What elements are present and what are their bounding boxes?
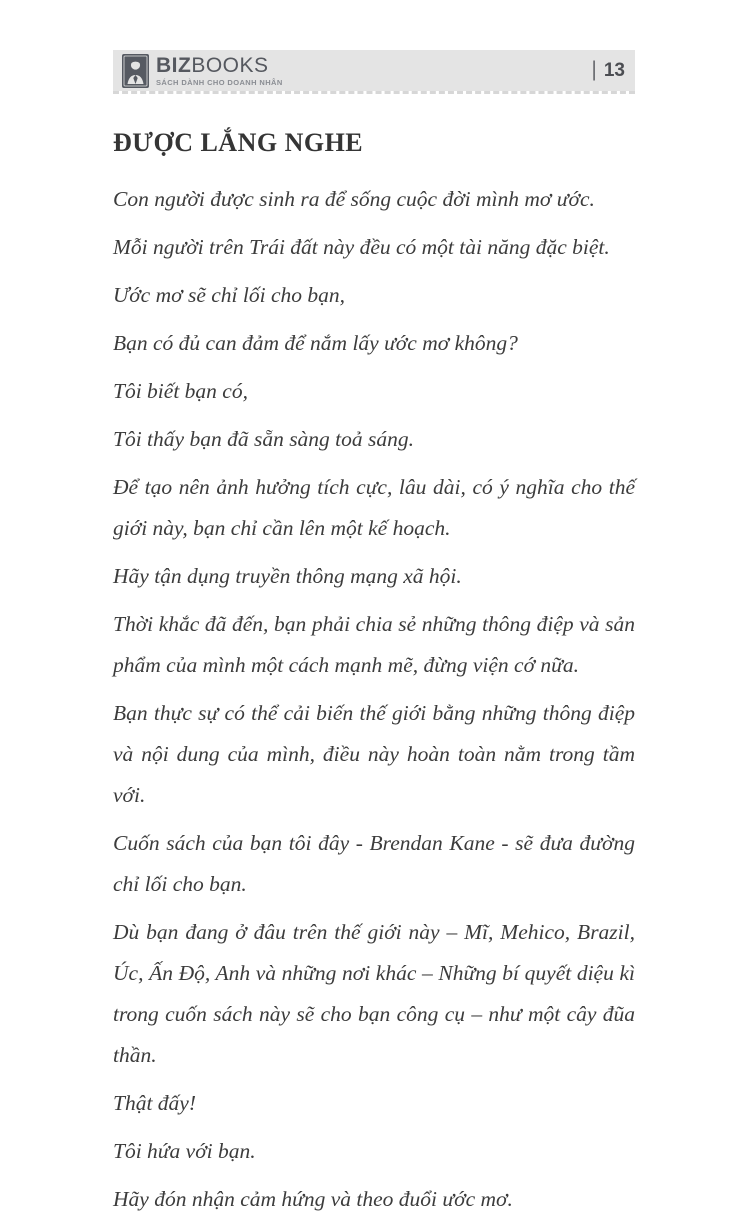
paragraph: Cuốn sách của bạn tôi đây - Brendan Kane - sẽ đưa đường chỉ lối cho bạn. [113,831,635,896]
paragraphs [113,179,635,1220]
page-number-value: 13 [603,59,625,81]
paragraph: Hãy đón nhận cảm hứng và theo đuổi ước mơ. [113,1187,513,1211]
logo-text-block [156,55,283,87]
logo-wordmark-biz: BIZ [156,53,192,77]
page-number-separator: | [591,57,597,81]
logo-wordmark [156,55,283,76]
paragraph: Con người được sinh ra để sống cuộc đời mình mơ ước. [113,187,595,211]
paragraph: Mỗi người trên Trái đất này đều có một tài năng đặc biệt. [113,235,610,259]
paragraph: Thời khắc đã đến, bạn phải chia sẻ những thông điệp và sản phẩm của mình một cách mạnh mẽ, đừng viện cớ nữa. [113,612,635,677]
paragraph: Để tạo nên ảnh hưởng tích cực, lâu dài, có ý nghĩa cho thế giới này, bạn chỉ cần lên một kế hoạch. [113,475,635,540]
paragraph: Tôi biết bạn có, [113,379,248,403]
logo-tagline: SÁCH DÀNH CHO DOANH NHÂN [156,77,283,87]
paragraph: Bạn thực sự có thể cải biến thế giới bằng những thông điệp và nội dung của mình, điều này hoàn toàn nằm trong tầm với. [113,701,635,807]
chapter-title: ĐƯỢC LẮNG NGHE [113,128,364,157]
paragraph: Dù bạn đang ở đâu trên thế giới này – Mĩ, Mehico, Brazil, Úc, Ấn Độ, Anh và những nơi khác – Những bí quyết diệu kì trong cuốn sách này sẽ cho bạn công cụ – như một cây đũa thần. [113,920,635,1067]
paragraph: Bạn có đủ can đảm để nắm lấy ước mơ không? [113,331,518,355]
bizbooks-logo [122,54,283,88]
header-perforation-edge [113,91,635,94]
page-content [113,128,635,1227]
paragraph: Hãy tận dụng truyền thông mạng xã hội. [113,564,462,588]
page-number [591,59,625,83]
paragraph: Tôi hứa với bạn. [113,1139,256,1163]
logo-wordmark-books: BOOKS [191,53,269,77]
paragraph: Ước mơ sẽ chỉ lối cho bạn, [113,283,346,307]
paragraph: Thật đấy! [113,1091,197,1115]
businessman-portrait-icon [122,54,149,88]
paragraph: Tôi thấy bạn đã sẵn sàng toả sáng. [113,427,415,451]
running-header [113,50,635,91]
